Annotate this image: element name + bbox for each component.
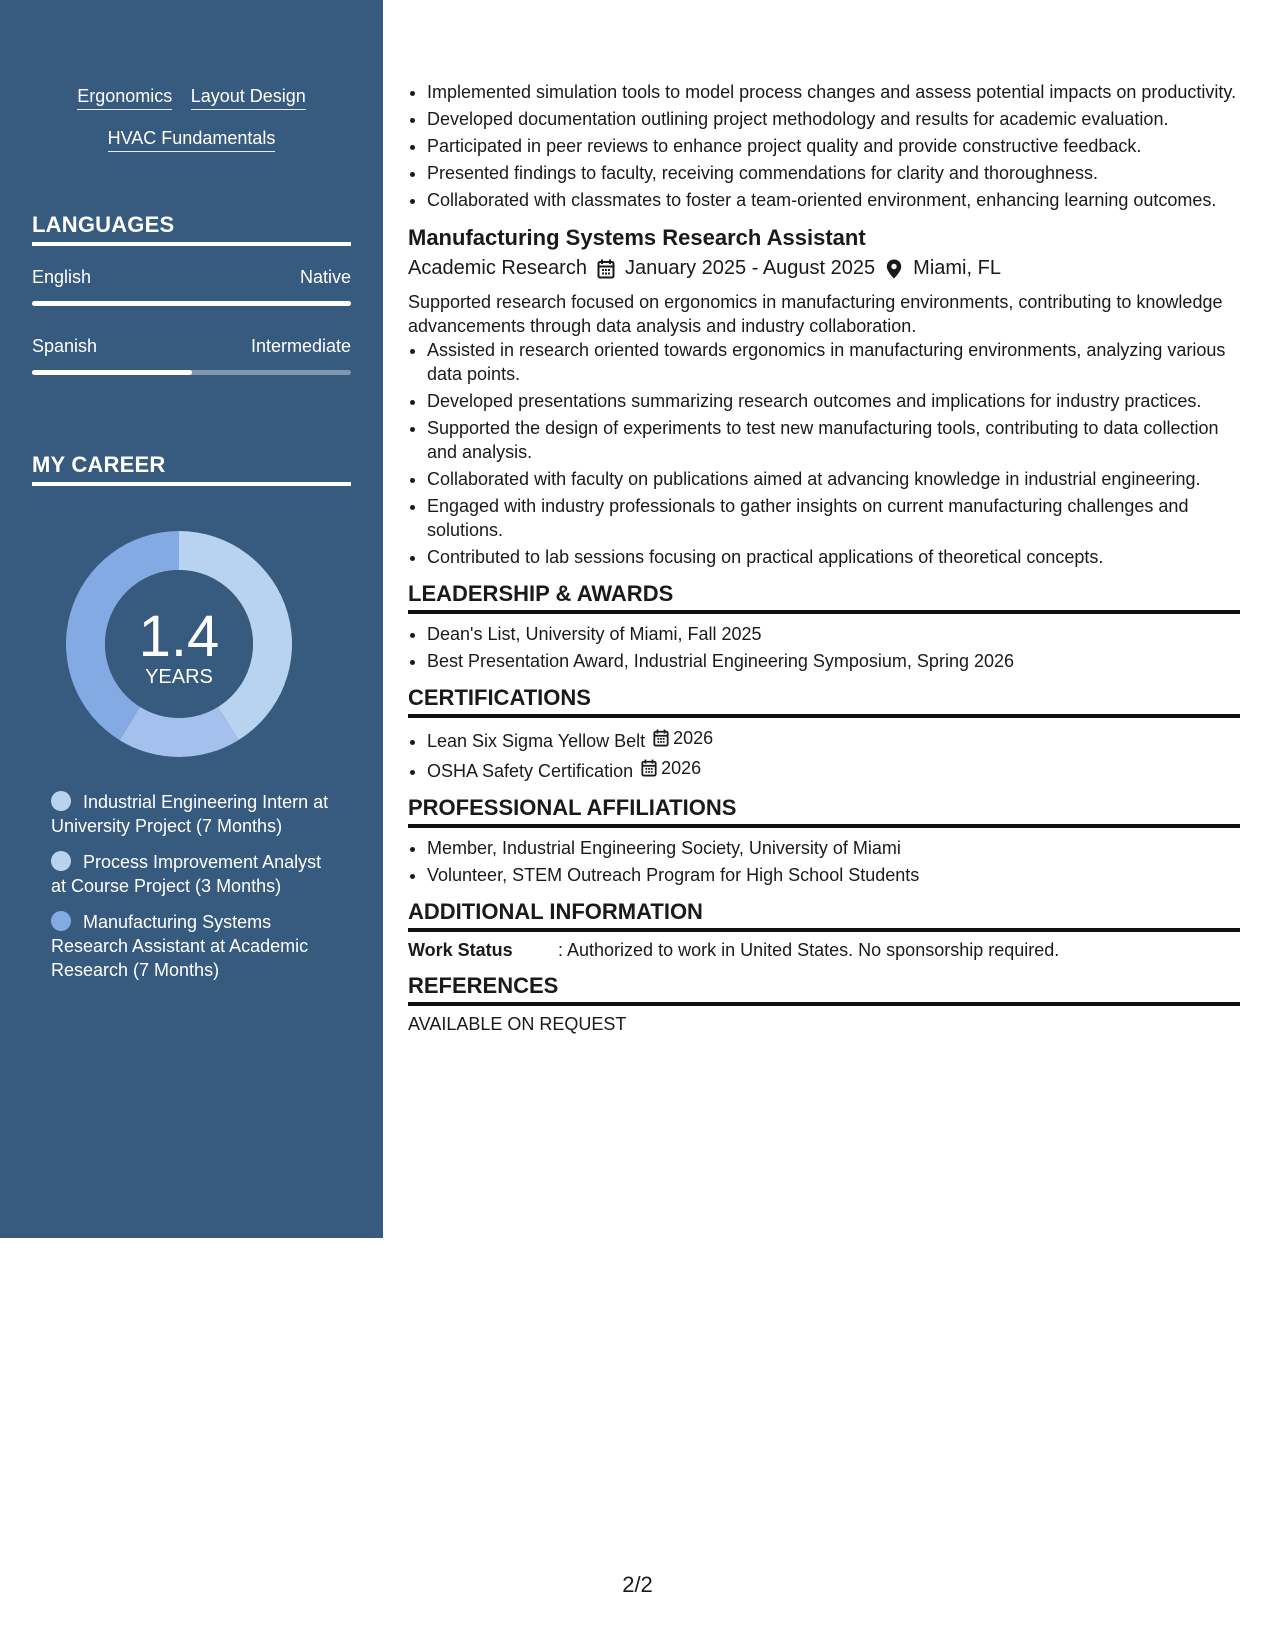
certification-date: [653, 726, 713, 750]
career-legend-item: [51, 850, 336, 898]
career-legend-label: Process Improvement Analyst at Course Project (3 Months): [51, 852, 322, 896]
calendar-icon: [597, 259, 615, 279]
skill-tag: HVAC Fundamentals: [108, 128, 276, 152]
work-status-value: : Authorized to work in United States. No sponsorship required.: [558, 940, 1060, 960]
affiliations-list: [408, 836, 1240, 887]
career-legend-item: [51, 790, 336, 838]
certification-name: Lean Six Sigma Yellow Belt: [427, 731, 646, 751]
job-title: Manufacturing Systems Research Assistant: [408, 225, 866, 250]
list-item: • Presented findings to faculty, receiving commendations for clarity and thoroughness.: [427, 161, 1240, 185]
leadership-list: [408, 622, 1240, 673]
career-donut-chart: [66, 531, 292, 757]
certification-item: [427, 726, 1240, 753]
list-item: • Participated in peer reviews to enhance project quality and provide constructive feedback.: [427, 134, 1240, 158]
affiliations-heading: PROFESSIONAL AFFILIATIONS: [408, 795, 1240, 828]
list-item: • Best Presentation Award, Industrial Engineering Symposium, Spring 2026: [427, 649, 1240, 673]
skill-tag: Ergonomics: [77, 86, 172, 110]
work-status: [408, 940, 1240, 961]
list-item: • Collaborated with faculty on publications aimed at advancing knowledge in industrial engineering.: [427, 467, 1240, 491]
list-item: • Developed documentation outlining project methodology and results for academic evaluation.: [427, 107, 1240, 131]
certification-date: [641, 756, 701, 780]
certification-name: OSHA Safety Certification: [427, 761, 634, 781]
job-org: Academic Research: [408, 257, 587, 279]
list-item: • Assisted in research oriented towards ergonomics in manufacturing environments, analyzing various data points.: [427, 338, 1240, 386]
languages-heading: LANGUAGES: [32, 212, 351, 246]
career-legend-label: Manufacturing Systems Research Assistant at Academic Research (7 Months): [51, 912, 309, 980]
legend-dot: [51, 791, 71, 811]
career-heading: MY CAREER: [32, 452, 351, 486]
certifications-list: [408, 726, 1240, 783]
career-total-unit: YEARS: [145, 666, 213, 688]
career-legend-item: [51, 910, 336, 982]
language-level: Native: [299, 267, 351, 287]
language-bar-fill: [32, 301, 351, 306]
skills-list: [0, 86, 383, 170]
references-heading: REFERENCES: [408, 973, 1240, 1006]
job-dates: January 2025 - August 2025: [624, 257, 876, 279]
additional-info-heading: ADDITIONAL INFORMATION: [408, 899, 1240, 932]
work-status-label: Work Status: [408, 940, 513, 960]
page-number: 2/2: [622, 1572, 653, 1597]
list-item: • Implemented simulation tools to model process changes and assess potential impacts on productivity.: [427, 80, 1240, 104]
references-text: AVAILABLE ON REQUEST: [408, 1014, 627, 1034]
language-item: [32, 267, 351, 306]
calendar-icon: [641, 759, 657, 777]
list-item: • Engaged with industry professionals to gather insights on current manufacturing challenges and solutions.: [427, 494, 1240, 542]
previous-job-bullets: [408, 80, 1240, 212]
list-item: • Volunteer, STEM Outreach Program for High School Students: [427, 863, 1240, 887]
location-pin-icon: [885, 259, 903, 279]
main-content: [408, 80, 1240, 1035]
career-legend: [51, 790, 336, 994]
skill-tag: Layout Design: [191, 86, 306, 110]
list-item: • Collaborated with classmates to foster a team-oriented environment, enhancing learning outcomes.: [427, 188, 1240, 212]
list-item: • Contributed to lab sessions focusing on practical applications of theoretical concepts.: [427, 545, 1240, 569]
language-bar-fill: [32, 370, 192, 375]
calendar-icon: [653, 729, 669, 747]
legend-dot: [51, 911, 71, 931]
list-item: • Dean's List, University of Miami, Fall 2025: [427, 622, 1240, 646]
list-item: • Supported the design of experiments to test new manufacturing tools, contributing to data collection and analysis.: [427, 416, 1240, 464]
language-item: [32, 336, 351, 375]
job-bullets: [408, 338, 1240, 569]
language-name: English: [32, 267, 92, 287]
job-location: Miami, FL: [913, 257, 1001, 279]
career-legend-label: Industrial Engineering Intern at University Project (7 Months): [51, 792, 329, 836]
list-item: • Developed presentations summarizing research outcomes and implications for industry practices.: [427, 389, 1240, 413]
legend-dot: [51, 851, 71, 871]
sidebar: [0, 0, 383, 1238]
leadership-heading: LEADERSHIP & AWARDS: [408, 581, 1240, 614]
certification-year: 2026: [661, 758, 702, 778]
language-bar: [32, 301, 351, 306]
certification-year: 2026: [673, 728, 714, 748]
language-name: Spanish: [32, 336, 98, 356]
list-item: • Member, Industrial Engineering Society, University of Miami: [427, 836, 1240, 860]
language-level: Intermediate: [250, 336, 351, 356]
language-bar: [32, 370, 351, 375]
job-description: Supported research focused on ergonomics in manufacturing environments, contributing to knowledge advancements through data analysis and industry collaboration.: [408, 292, 1223, 336]
certification-item: [427, 756, 1240, 783]
career-total-value: 1.4: [138, 604, 220, 669]
job-meta: [408, 257, 1240, 280]
certifications-heading: CERTIFICATIONS: [408, 685, 1240, 718]
